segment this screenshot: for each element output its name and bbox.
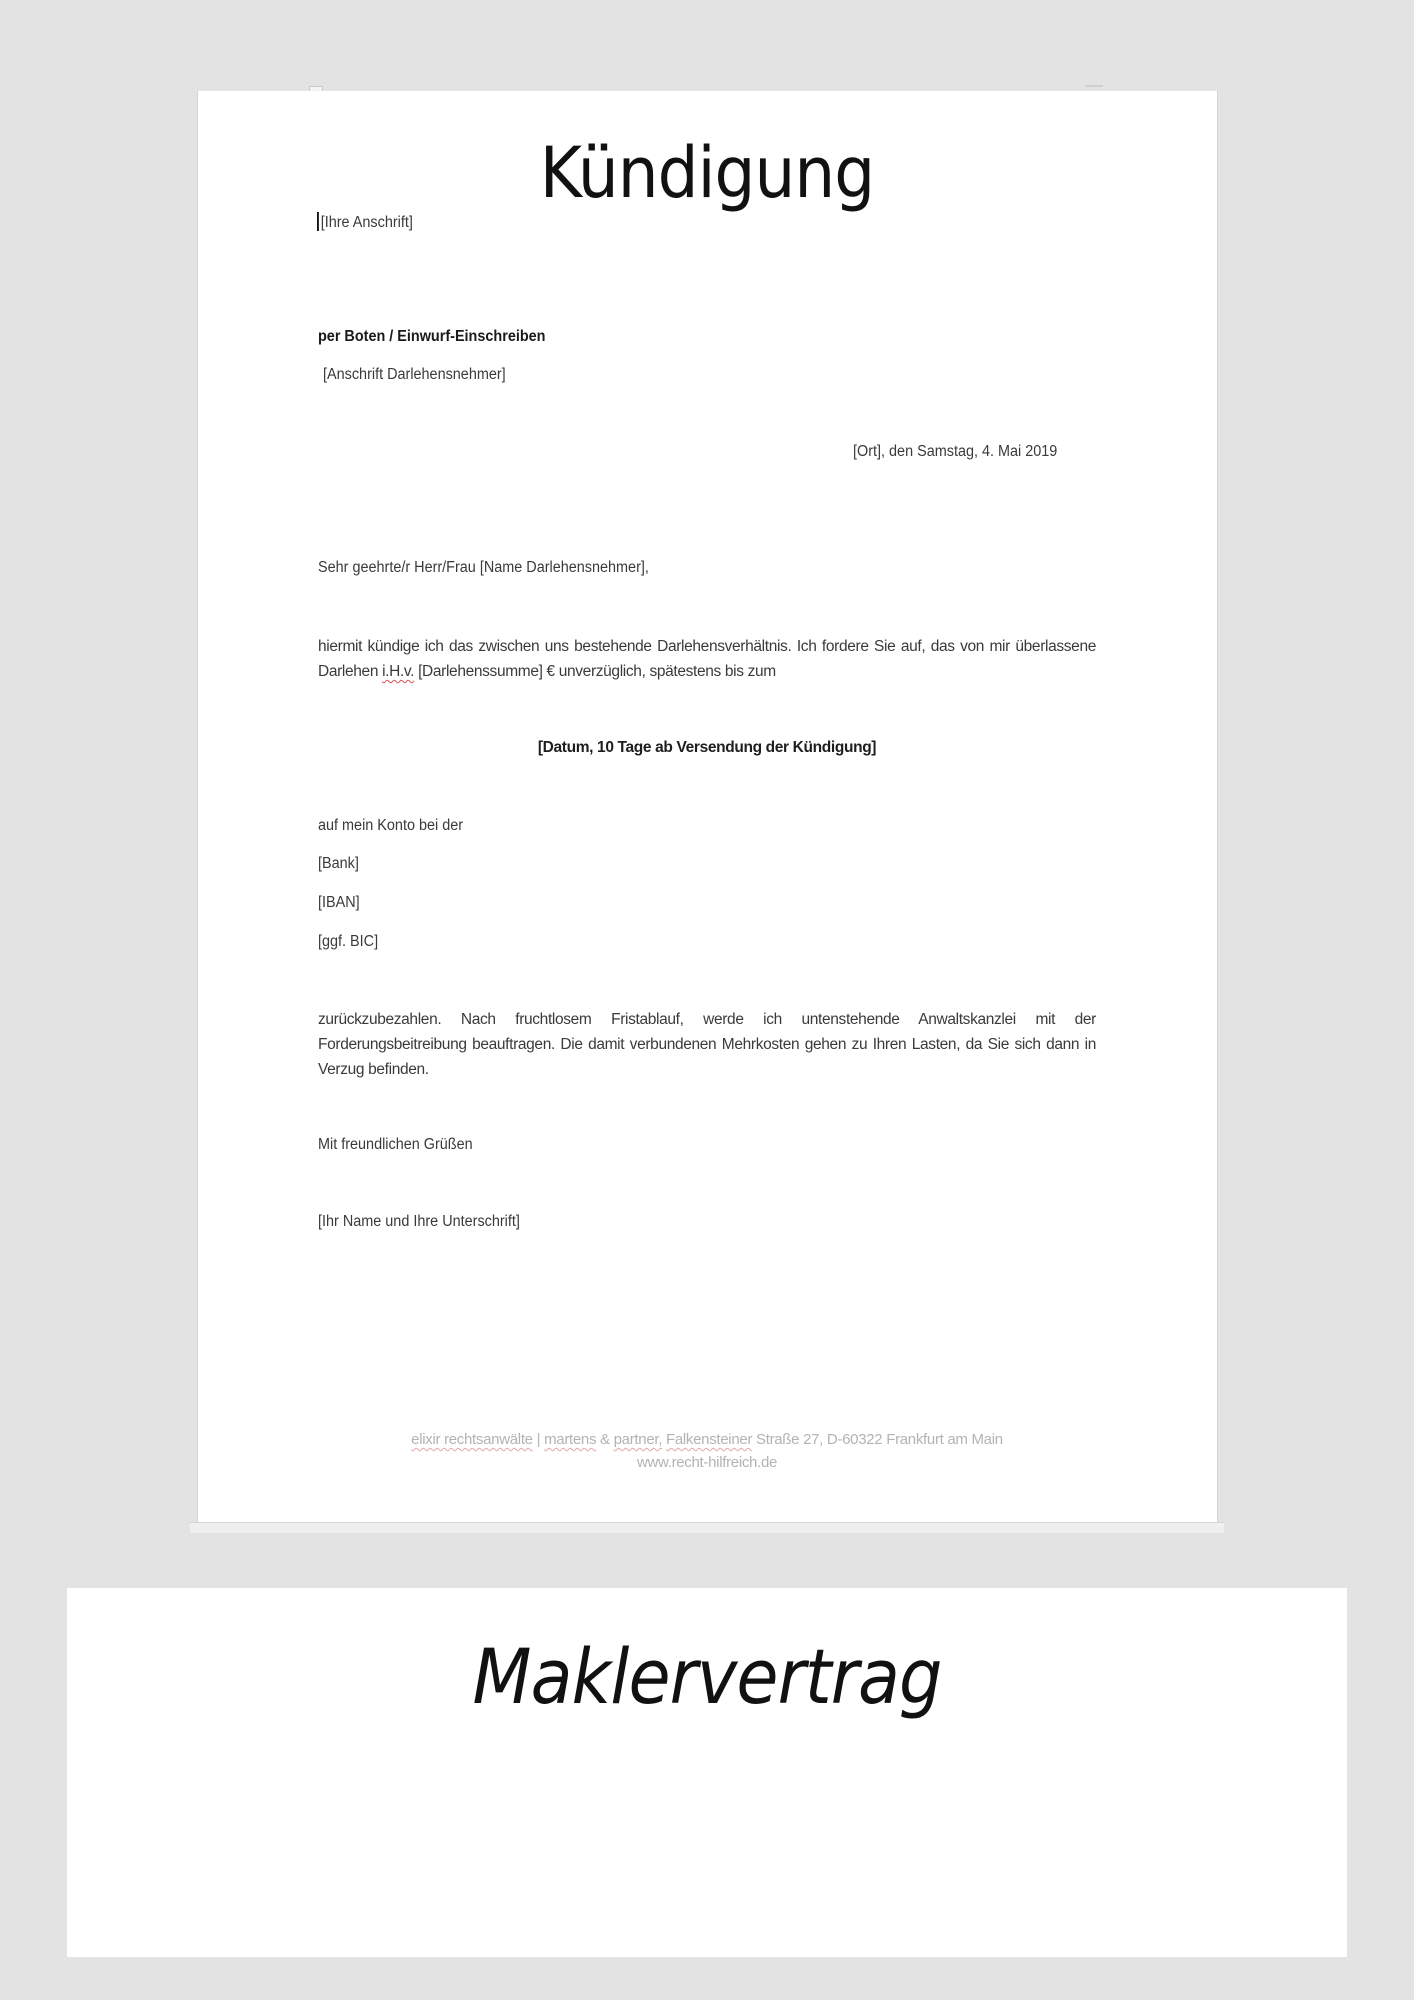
paragraph-repayment: zurückzubezahlen. Nach fruchtlosem Fristablauf, werde ich untenstehende Anwaltskanzlei mit der Forderungsbeitreibung beauftragen. Die damit verbundenen Mehrkosten gehen zu Ihren Lasten, da Sie sich dann in Verzug befinden.	[318, 1011, 1096, 1078]
iban-field: [IBAN]	[318, 894, 360, 911]
deadline-placeholder: [Datum, 10 Tage ab Versendung der Kündigung]	[537, 739, 877, 756]
footer-address-rest: Straße 27, D-60322 Frankfurt am Main	[752, 1431, 1003, 1448]
document-page-bottom-edge	[190, 1522, 1224, 1533]
maklervertrag-card[interactable]	[67, 1588, 1347, 1957]
place-date: [Ort], den Samstag, 4. Mai 2019	[853, 443, 1058, 460]
footer-firm-3: partner,	[613, 1431, 663, 1448]
paragraph-termination-part2: [Darlehenssumme] € unverzüglich, spätestens bis zum	[414, 663, 776, 680]
delivery-method: per Boten / Einwurf-Einschreiben	[318, 328, 546, 345]
footer-address-line	[318, 1428, 1096, 1451]
signature-placeholder: [Ihr Name und Ihre Unterschrift]	[318, 1213, 520, 1230]
footer-firm-2: martens	[544, 1431, 597, 1448]
paragraph-termination-part1: hiermit kündige ich das zwischen uns bestehende Darlehensverhältnis. Ich fordere Sie auf, das von mir überlassene Darlehen	[318, 638, 1096, 680]
bank-field: [Bank]	[318, 855, 359, 872]
footer-firm-1: elixir rechtsanwälte	[411, 1431, 533, 1448]
sender-address[interactable]	[317, 212, 413, 232]
footer-separator: |	[532, 1431, 545, 1448]
salutation: Sehr geehrte/r Herr/Frau [Name Darlehensnehmer],	[318, 559, 649, 576]
bic-field: [ggf. BIC]	[318, 933, 379, 950]
recipient-address: [Anschrift Darlehensnehmer]	[323, 366, 506, 383]
text-cursor	[317, 212, 319, 231]
card-title: Maklervertrag	[472, 1632, 942, 1721]
document-page	[197, 91, 1218, 1522]
document-title-overlay: Kündigung	[539, 132, 875, 214]
footer-website: www.recht-hilfreich.de	[636, 1454, 778, 1471]
footer-ampersand: &	[596, 1431, 614, 1448]
account-intro: auf mein Konto bei der	[318, 817, 464, 834]
spellcheck-flagged-word[interactable]: i.H.v.	[382, 663, 415, 680]
closing-greeting: Mit freundlichen Grüßen	[318, 1136, 473, 1153]
footer-street: Falkensteiner	[665, 1431, 753, 1448]
paragraph-termination	[318, 634, 1096, 684]
sender-address-text: [Ihre Anschrift]	[320, 214, 413, 231]
ruler-marker-right	[1085, 85, 1103, 87]
document-footer	[318, 1428, 1096, 1474]
